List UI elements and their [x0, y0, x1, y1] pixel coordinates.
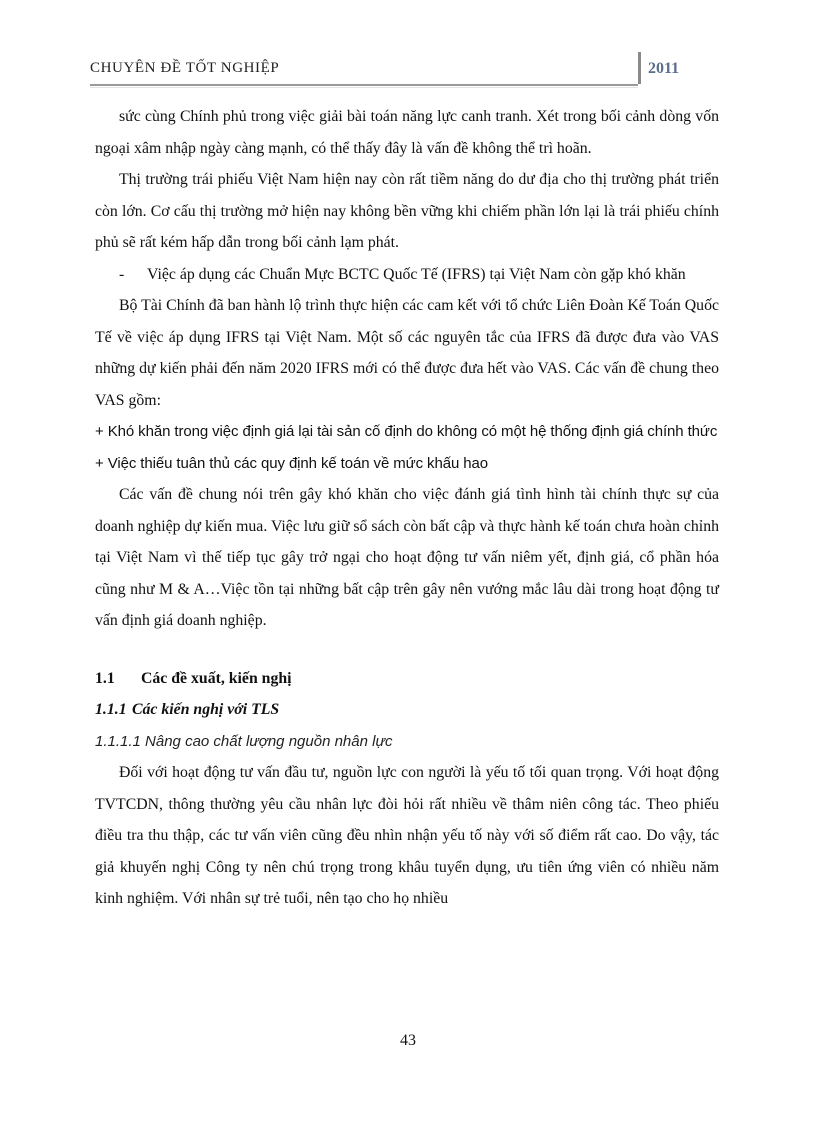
heading-1-number: 1.1: [95, 669, 115, 687]
header-divider: [638, 52, 641, 84]
heading-2: [95, 694, 719, 726]
section-gap: [95, 637, 719, 663]
heading-1-text: Các đề xuất, kiến nghị: [141, 669, 292, 687]
plus-item-1: + Khó khăn trong việc định giá lại tài sản cố định do không có một hệ thống định giá chính thức: [95, 423, 718, 440]
paragraph-3: Bộ Tài Chính đã ban hành lộ trình thực hiện các cam kết với tổ chức Liên Đoàn Kế Toán Quốc Tế về việc áp dụng IFRS tại Việt Nam. Một số các nguyên tắc của IFRS đã được đưa vào VAS những dự kiến phải đến năm 2020 IFRS mới có thể được đưa hết vào VAS. Các vấn đề chung theo VAS gồm:: [95, 297, 719, 409]
paragraph-4: Các vấn đề chung nói trên gây khó khăn cho việc đánh giá tình hình tài chính thực sự của doanh nghiệp dự kiến mua. Việc lưu giữ sổ sách còn bất cập và thực hành kế toán chưa hoàn chỉnh tại Việt Nam vì thế tiếp tục gây trở ngại cho hoạt động tư vấn niêm yết, định giá, cổ phần hóa cũng như M & A…Việc tồn tại những bất cập trên gây nên vướng mắc lâu dài trong hoạt động tư vấn định giá doanh nghiệp.: [95, 486, 719, 629]
bullet-item: [95, 259, 719, 291]
header-year: 2011: [648, 60, 680, 77]
heading-2-text: Các kiến nghị với TLS: [132, 701, 280, 718]
header-title: CHUYÊN ĐỀ TỐT NGHIỆP: [90, 60, 280, 76]
heading-2-number: 1.1.1: [95, 701, 127, 718]
paragraph-1: sức cùng Chính phủ trong việc giải bài toán năng lực canh tranh. Xét trong bối cảnh dòng vốn ngoại xâm nhập ngày càng mạnh, có thể thấy đây là vấn đề không thể trì hoãn.: [95, 108, 719, 157]
header-rule-shadow: [90, 87, 638, 88]
page-number: 43: [400, 1032, 416, 1049]
page-header: [90, 52, 730, 86]
heading-1: [95, 663, 719, 695]
heading-3: 1.1.1.1 Nâng cao chất lượng nguồn nhân lực: [95, 732, 393, 750]
header-rule: [90, 84, 638, 86]
plus-item-2: + Việc thiếu tuân thủ các quy định kế toán về mức khấu hao: [95, 454, 488, 472]
bullet-mark: -: [119, 265, 125, 283]
paragraph-5: Đối với hoạt động tư vấn đầu tư, nguồn lực con người là yếu tố tối quan trọng. Với hoạt động TVTCDN, thông thường yêu cầu nhân lực đòi hỏi rất nhiều về thâm niên công tác. Theo phiếu điều tra thu thập, các tư vấn viên cũng đều nhìn nhận yếu tố này với số điểm rất cao. Do vậy, tác giả khuyến nghị Công ty nên chú trọng trong khâu tuyển dụng, ưu tiên ứng viên có nhiều năm kinh nghiệm. Với nhân sự trẻ tuổi, nên tạo cho họ nhiều: [95, 764, 719, 907]
document-body: [95, 101, 719, 915]
paragraph-2: Thị trường trái phiếu Việt Nam hiện nay còn rất tiềm năng do dư địa cho thị trường phát triển còn lớn. Cơ cấu thị trường mở hiện nay không bền vững khi chiếm phần lớn lại là trái phiếu chính phủ sẽ rất kém hấp dẫn trong bối cảnh lạm phát.: [95, 171, 719, 251]
bullet-text: Việc áp dụng các Chuẩn Mực BCTC Quốc Tế (IFRS) tại Việt Nam còn gặp khó khăn: [147, 265, 686, 283]
